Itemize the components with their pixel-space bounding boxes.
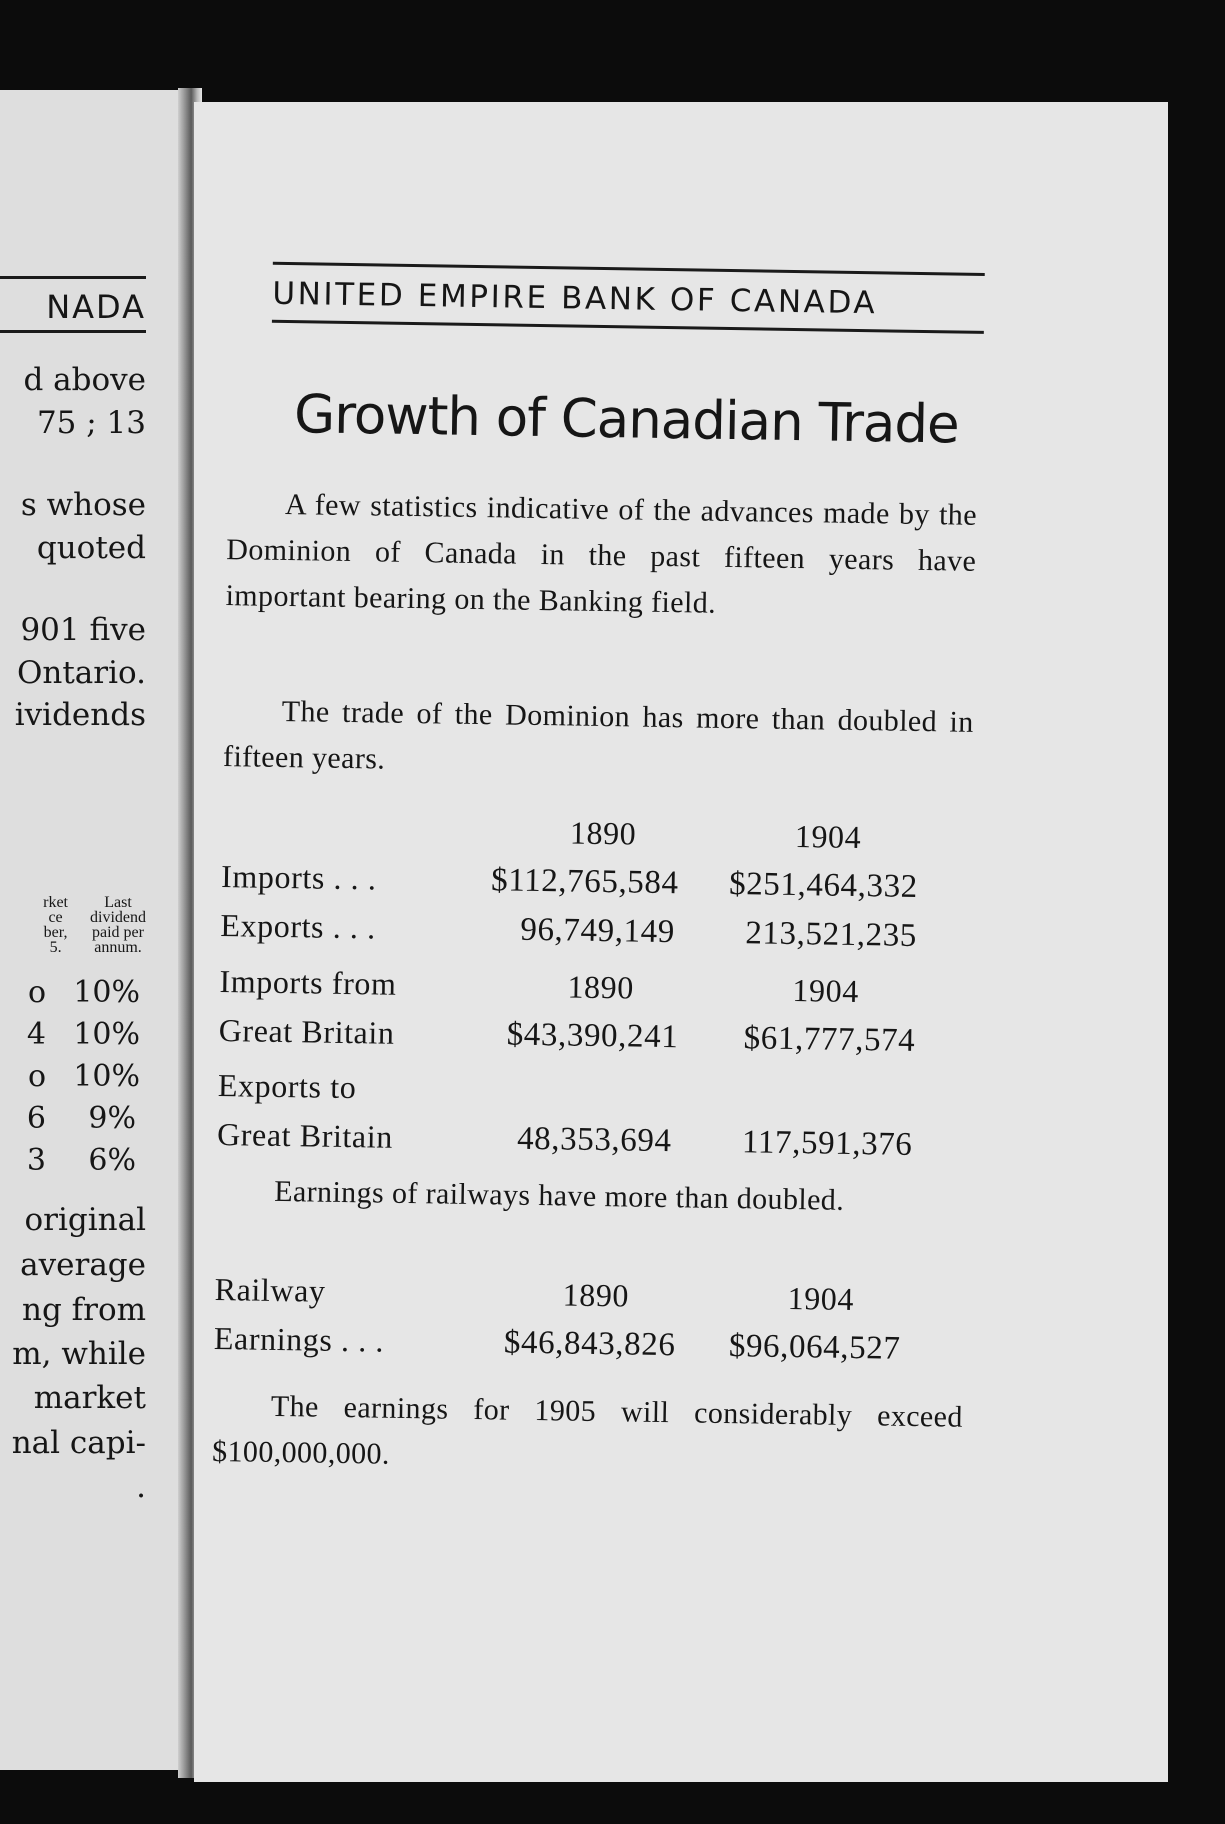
left-text-line: average <box>20 1247 146 1283</box>
left-page <box>0 90 190 1770</box>
left-table-cell: 3 <box>26 1143 46 1178</box>
gb-exports-label-line-1: Exports to <box>217 1067 357 1106</box>
left-header-bottom-rule <box>0 330 146 333</box>
closing-paragraph: The earnings for 1905 will considerably exceed $100,000,000. <box>211 1389 964 1471</box>
page-header: UNITED EMPIRE BANK OF CANADA <box>272 275 878 322</box>
railway-1904-value: $96,064,527 <box>728 1328 901 1367</box>
left-text-line: . <box>136 1469 146 1505</box>
left-table-cell: 10% <box>73 1059 140 1094</box>
left-text-line: nal capi- <box>11 1425 146 1461</box>
imports-1890-value: $112,765,584 <box>490 862 679 902</box>
exports-1890-value: 96,749,149 <box>520 911 676 951</box>
gb-imports-label-line-2: Great Britain <box>218 1012 395 1051</box>
trade-paragraph: The trade of the Dominion has more than doubled in fifteen years. <box>222 694 974 776</box>
trade-year-1890: 1890 <box>569 814 637 852</box>
page-content <box>177 93 1177 1788</box>
railway-label-line-1: Railway <box>214 1270 326 1309</box>
left-text-line: original <box>24 1202 146 1238</box>
left-text-line: Ontario. <box>16 655 146 691</box>
gb-imports-label-line-1: Imports from <box>219 963 397 1002</box>
left-text-line: ng from <box>21 1292 146 1328</box>
left-page-header: NADA <box>46 288 146 326</box>
imports-label: Imports . . . <box>220 858 377 897</box>
gb-exports-label-line-2: Great Britain <box>216 1115 394 1155</box>
header-top-rule <box>273 262 985 276</box>
gb-year-1890: 1890 <box>567 968 635 1006</box>
gb-exports-1890-value: 48,353,694 <box>516 1120 672 1160</box>
left-table-cell: 4 <box>26 1017 46 1052</box>
exports-label: Exports . . . <box>220 907 377 946</box>
header-bottom-rule <box>272 320 984 334</box>
left-table-cell: o <box>27 975 46 1010</box>
left-table-cell: o <box>27 1059 46 1094</box>
railway-year-1904: 1904 <box>787 1279 855 1318</box>
exports-1904-value: 213,521,235 <box>745 915 918 954</box>
left-text-line: quoted <box>36 530 146 566</box>
left-text-line: m, while <box>12 1336 146 1372</box>
right-page <box>194 102 1168 1782</box>
gb-exports-1904-value: 117,591,376 <box>741 1124 913 1163</box>
railway-1890-value: $46,843,826 <box>503 1324 676 1364</box>
left-table-cell: 6 <box>26 1101 46 1136</box>
left-text-line: 901 five <box>20 612 146 648</box>
left-header-top-rule <box>0 276 146 279</box>
trade-year-1904: 1904 <box>794 818 862 856</box>
page-title: Growth of Canadian Trade <box>293 384 960 456</box>
railway-year-1890: 1890 <box>562 1276 630 1314</box>
gb-imports-1904-value: $61,777,574 <box>743 1020 916 1059</box>
left-text-line: 75 ; 13 <box>36 405 146 441</box>
gb-year-1904: 1904 <box>792 972 860 1010</box>
left-table-col-header: Last dividend paid per annum. <box>90 894 146 956</box>
left-table-cell: 9% <box>88 1101 136 1136</box>
intro-paragraph: A few statistics indicative of the advances made by the Dominion of Canada in the past fifteen years have important bearing on the Banking field. <box>225 487 978 620</box>
left-table-col-header: rket ce ber, 5. <box>43 894 68 956</box>
imports-1904-value: $251,464,332 <box>728 866 919 905</box>
left-table-cell: 10% <box>73 1017 140 1052</box>
left-text-line: market <box>33 1380 146 1416</box>
left-table-cell: 10% <box>73 975 140 1010</box>
left-table-cell: 6% <box>88 1143 136 1178</box>
railway-label-line-2: Earnings . . . <box>213 1319 385 1359</box>
left-text-line: ividends <box>14 697 146 733</box>
left-text-line: d above <box>23 362 146 398</box>
railway-paragraph: Earnings of railways have more than doubled. <box>273 1174 845 1217</box>
left-text-line: s whose <box>20 487 146 523</box>
gb-imports-1890-value: $43,390,241 <box>506 1016 679 1056</box>
left-page-content <box>0 90 146 1770</box>
